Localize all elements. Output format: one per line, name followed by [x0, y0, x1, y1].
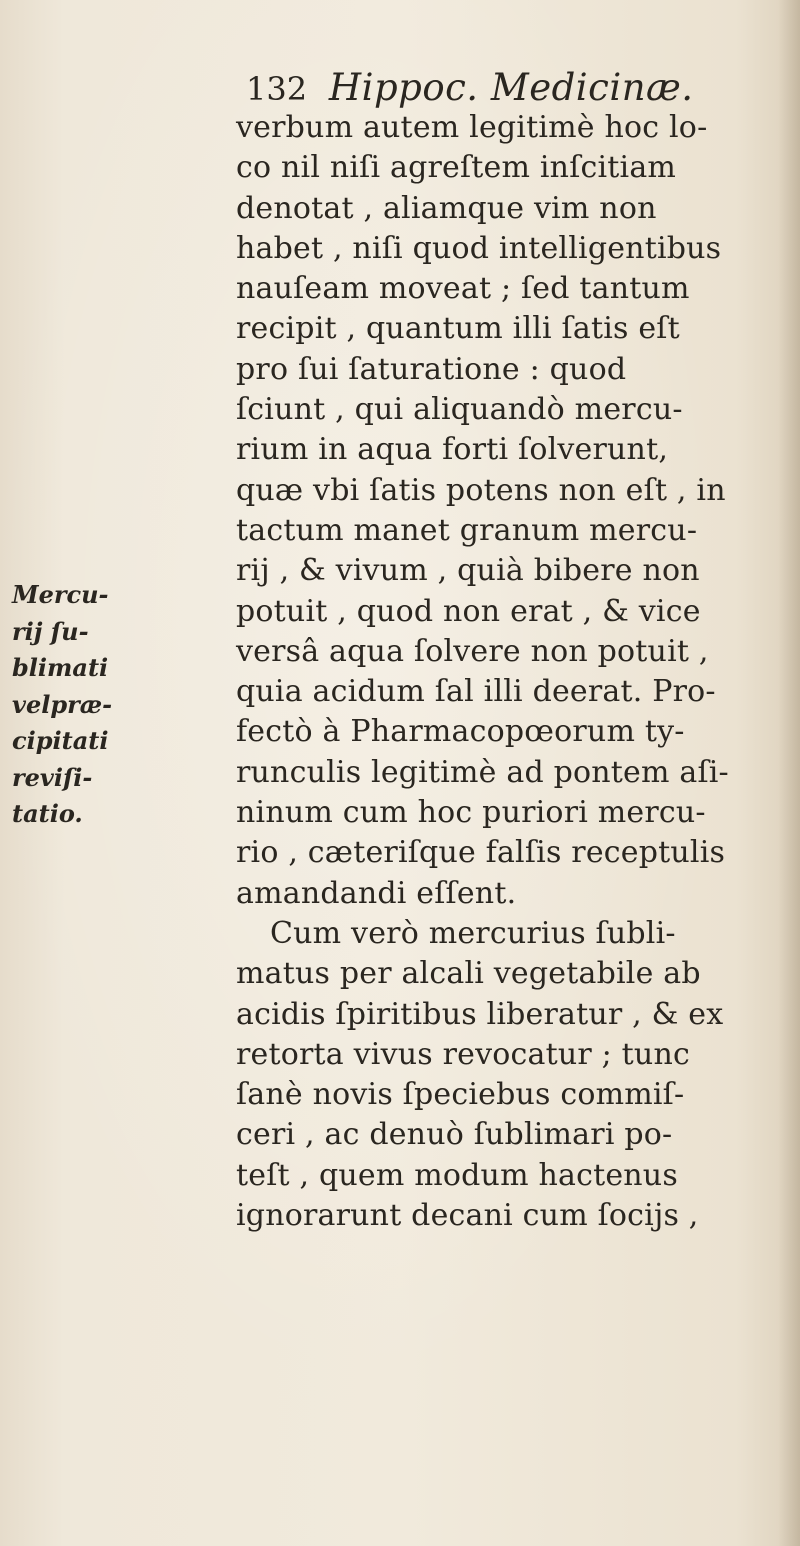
text-line: pro ſui ſaturatione : quod [236, 351, 627, 387]
text-line: fectò à Pharmacopœorum ty- [236, 714, 685, 750]
marginal-note-line: reviſi- [12, 762, 93, 792]
text-line: ceri , ac denuò ſublimari po- [236, 1117, 673, 1153]
text-line: ſanè novis ſpeciebus commiſ- [236, 1077, 685, 1113]
text-line: Cum verò mercurius ſubli- [270, 915, 676, 951]
text-line: quia acidum ſal illi deerat. Pro- [236, 674, 716, 710]
marginal-note-line: rij ſu- [12, 616, 89, 646]
text-line: retorta vivus revocatur ; tunc [236, 1036, 690, 1072]
text-line: quæ vbi ſatis potens non eſt , in [236, 472, 726, 508]
text-line: rio , cæteriſque falſis receptulis [236, 835, 726, 871]
text-line: runculis legitimè ad pontem aſi- [236, 754, 729, 790]
marginal-note-line: Mercu- [12, 580, 109, 609]
marginal-note-line: cipitati [12, 726, 109, 755]
text-line: amandandi eſſent. [236, 875, 517, 911]
text-line: denotat , aliamque vim non [236, 190, 657, 226]
text-line: co nil niſi agreſtem inſcitiam [236, 150, 677, 186]
text-line: habet , niſi quod intelligentibus [236, 230, 722, 266]
text-line: verbum autem legitimè hoc lo- [236, 110, 708, 145]
marginal-note-line: blimati [12, 653, 109, 682]
text-line: matus per alcali vegetabile ab [236, 956, 701, 992]
text-line: nauſeam moveat ; ſed tantum [236, 271, 690, 307]
text-line: ignorarunt decani cum ſocijs , [236, 1198, 699, 1234]
text-line: rium in aqua forti ſolverunt, [236, 432, 669, 468]
page-header [246, 64, 694, 113]
text-line: recipit , quantum illi ſatis eſt [236, 311, 680, 347]
text-line: ſciunt , qui aliquandò mercu- [236, 392, 683, 428]
page-number: 132 [246, 70, 308, 108]
text-line: ninum cum hoc puriori mercu- [236, 795, 706, 831]
marginal-note-line: tatio. [12, 799, 83, 828]
text-line: teſt , quem modum hactenus [236, 1157, 678, 1193]
text-line: rij , & vivum , quià bibere non [236, 553, 700, 589]
main-text-block [236, 108, 776, 1236]
marginal-note [12, 577, 212, 833]
text-line: acidis ſpiritibus liberatur , & ex [236, 996, 724, 1032]
running-title: Hippoc. Medicinæ. [328, 66, 694, 109]
text-line: versâ aqua ſolvere non potuit , [236, 633, 709, 669]
text-line: tactum manet granum mercu- [236, 512, 698, 548]
marginal-note-line: velpræ- [12, 689, 113, 719]
text-line: potuit , quod non erat , & vice [236, 593, 701, 629]
